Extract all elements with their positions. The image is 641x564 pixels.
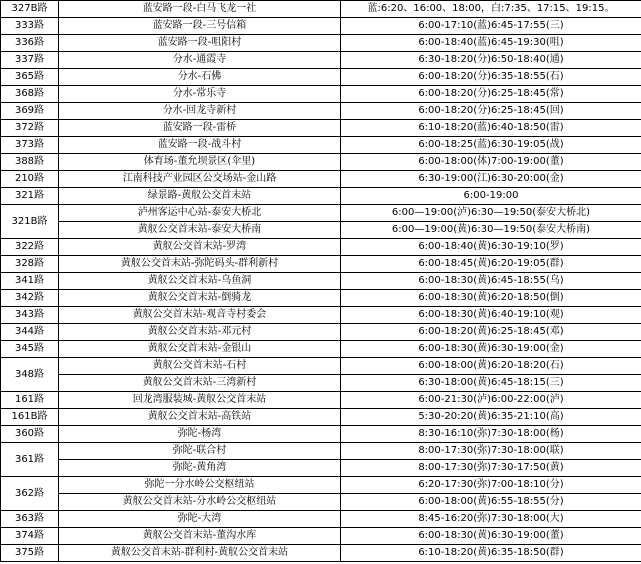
route-number-cell: 348路 — [1, 358, 59, 392]
route-stops-cell: 分水-石佛 — [59, 69, 341, 86]
table-row — [1, 290, 641, 307]
table-row — [1, 545, 641, 562]
route-stops-cell: 黄舣公交首末站-三湾新村 — [59, 375, 341, 392]
operating-hours-cell: 6:00-18:20(分)6:25-18:45(常) — [341, 86, 641, 103]
route-stops-cell: 黄舣公交首末站-群利村-黄舣公交首末站 — [59, 545, 341, 562]
route-stops-cell: 绿景路-黄舣公交首末站 — [59, 188, 341, 205]
table-row — [1, 86, 641, 103]
table-row — [1, 256, 641, 273]
route-stops-cell: 江南科技产业园区公交场站-金山路 — [59, 171, 341, 188]
route-number-cell: 322路 — [1, 239, 59, 256]
route-stops-cell: 蓝安路一段-咀阳村 — [59, 35, 341, 52]
table-row — [1, 52, 641, 69]
operating-hours-cell: 6:00-18:30(黄)6:45-18:55(乌) — [341, 273, 641, 290]
route-stops-cell: 分水-常乐寺 — [59, 86, 341, 103]
route-number-cell: 345路 — [1, 341, 59, 358]
route-stops-cell: 黄舣公交首末站-弥陀码头-群利新村 — [59, 256, 341, 273]
operating-hours-cell: 6:30-18:00(黄)6:45-18:15(三) — [341, 375, 641, 392]
route-stops-cell: 黄舣公交首末站-倒骑龙 — [59, 290, 341, 307]
operating-hours-cell: 蓝:6:20、16:00、18:00，白:7:35、17:15、19:15。 — [341, 1, 641, 18]
operating-hours-cell: 6:00-18:00(黄)6:55-18:55(分) — [341, 494, 641, 511]
route-stops-cell: 黄舣公交首末站-董沟水库 — [59, 528, 341, 545]
table-row — [1, 375, 641, 392]
route-stops-cell: 黄舣公交首末站-乌鱼洞 — [59, 273, 341, 290]
operating-hours-cell: 6:00-18:30(黄)6:40-19:10(观) — [341, 307, 641, 324]
operating-hours-cell: 6:00—19:00(黄)6:30—19:50(泰安大桥南) — [341, 222, 641, 239]
operating-hours-cell: 6:00-18:20(黄)6:25-18:45(邓) — [341, 324, 641, 341]
operating-hours-cell: 6:00-18:20(分)6:35-18:55(石) — [341, 69, 641, 86]
table-row — [1, 188, 641, 205]
route-stops-cell: 蓝安路一段-战斗村 — [59, 137, 341, 154]
route-number-cell: 337路 — [1, 52, 59, 69]
route-stops-cell: 黄舣公交首末站-金银山 — [59, 341, 341, 358]
operating-hours-cell: 6:00-18:30(黄)6:20-18:50(倒) — [341, 290, 641, 307]
route-stops-cell: 弥陀-联合村 — [59, 443, 341, 460]
route-stops-cell: 体育场-董允坝景区(伞里) — [59, 154, 341, 171]
table-row — [1, 460, 641, 477]
table-row — [1, 120, 641, 137]
route-number-cell: 374路 — [1, 528, 59, 545]
operating-hours-cell: 6:00-18:25(蓝)6:30-19:05(战) — [341, 137, 641, 154]
bus-schedule-body — [1, 1, 641, 562]
operating-hours-cell: 6:00-18:40(黄)6:30-19:10(罗) — [341, 239, 641, 256]
route-number-cell: 342路 — [1, 290, 59, 307]
table-row — [1, 154, 641, 171]
table-row — [1, 205, 641, 222]
operating-hours-cell: 6:00-18:30(黄)6:30-19:00(董) — [341, 528, 641, 545]
table-row — [1, 273, 641, 290]
operating-hours-cell: 6:00-18:00(黄)6:20-18:20(石) — [341, 358, 641, 375]
route-number-cell: 336路 — [1, 35, 59, 52]
table-row — [1, 477, 641, 494]
route-stops-cell: 黄舣公交首末站-分水岭公交枢纽站 — [59, 494, 341, 511]
operating-hours-cell: 6:00-18:45(黄)6:20-19:05(群) — [341, 256, 641, 273]
operating-hours-cell: 6:00-21:30(泸)6:00-22:00(泸) — [341, 392, 641, 409]
table-row — [1, 324, 641, 341]
table-row — [1, 443, 641, 460]
table-row — [1, 35, 641, 52]
route-number-cell: 369路 — [1, 103, 59, 120]
operating-hours-cell: 6:00—19:00(泸)6:30—19:50(泰安大桥北) — [341, 205, 641, 222]
route-number-cell: 375路 — [1, 545, 59, 562]
operating-hours-cell: 6:00-19:00 — [341, 188, 641, 205]
route-number-cell: 343路 — [1, 307, 59, 324]
operating-hours-cell: 8:00-17:30(弥)7:30-18:00(联) — [341, 443, 641, 460]
table-row — [1, 103, 641, 120]
route-number-cell: 363路 — [1, 511, 59, 528]
operating-hours-cell: 6:00-18:40(蓝)6:45-19:30(咀) — [341, 35, 641, 52]
table-row — [1, 392, 641, 409]
operating-hours-cell: 8:00-17:30(弥)7:30-17:50(黄) — [341, 460, 641, 477]
route-number-cell: 161B路 — [1, 409, 59, 426]
table-row — [1, 409, 641, 426]
route-stops-cell: 弥陀-黄角湾 — [59, 460, 341, 477]
route-number-cell: 210路 — [1, 171, 59, 188]
table-row — [1, 18, 641, 35]
table-row — [1, 1, 641, 18]
table-row — [1, 494, 641, 511]
route-stops-cell: 蓝安路一段-雷桥 — [59, 120, 341, 137]
route-number-cell: 341路 — [1, 273, 59, 290]
route-number-cell: 388路 — [1, 154, 59, 171]
operating-hours-cell: 6:10-18:20(蓝)6:40-18:50(雷) — [341, 120, 641, 137]
route-stops-cell: 回龙湾服装城-黄舣公交首末站 — [59, 392, 341, 409]
route-stops-cell: 蓝安路一段-三号信箱 — [59, 18, 341, 35]
route-number-cell: 360路 — [1, 426, 59, 443]
route-stops-cell: 弥陀-大湾 — [59, 511, 341, 528]
table-row — [1, 69, 641, 86]
operating-hours-cell: 6:20-17:30(弥)7:00-18:10(分) — [341, 477, 641, 494]
table-row — [1, 358, 641, 375]
operating-hours-cell: 6:30-18:20(分)6:50-18:40(通) — [341, 52, 641, 69]
route-stops-cell: 黄舣公交首末站-邓元村 — [59, 324, 341, 341]
route-number-cell: 372路 — [1, 120, 59, 137]
operating-hours-cell: 6:00-18:30(黄)6:30-19:00(金) — [341, 341, 641, 358]
route-stops-cell: 黄舣公交首末站-观音寺村委会 — [59, 307, 341, 324]
table-row — [1, 307, 641, 324]
route-stops-cell: 黄舣公交首末站-罗湾 — [59, 239, 341, 256]
route-number-cell: 344路 — [1, 324, 59, 341]
table-row — [1, 341, 641, 358]
table-row — [1, 528, 641, 545]
operating-hours-cell: 5:30-20:20(黄)6:35-21:10(高) — [341, 409, 641, 426]
route-stops-cell: 分水-回龙寺新村 — [59, 103, 341, 120]
operating-hours-cell: 6:00-17:10(蓝)6:45-17:55(三) — [341, 18, 641, 35]
route-stops-cell: 黄舣公交首末站-高铁站 — [59, 409, 341, 426]
route-stops-cell: 弥陀-杨湾 — [59, 426, 341, 443]
operating-hours-cell: 6:10-18:20(黄)6:35-18:50(群) — [341, 545, 641, 562]
table-row — [1, 239, 641, 256]
route-stops-cell: 泸州客运中心站-泰安大桥北 — [59, 205, 341, 222]
route-stops-cell: 黄舣公交首末站-石村 — [59, 358, 341, 375]
operating-hours-cell: 8:30-16:10(弥)7:30-18:00(杨) — [341, 426, 641, 443]
operating-hours-cell: 6:00-18:20(分)6:25-18:45(回) — [341, 103, 641, 120]
route-number-cell: 327B路 — [1, 1, 59, 18]
table-row — [1, 171, 641, 188]
route-stops-cell: 弥陀一分水岭公交枢纽站 — [59, 477, 341, 494]
route-number-cell: 321B路 — [1, 205, 59, 239]
table-row — [1, 137, 641, 154]
route-number-cell: 161路 — [1, 392, 59, 409]
route-number-cell: 328路 — [1, 256, 59, 273]
route-stops-cell: 分水-通霞寺 — [59, 52, 341, 69]
route-stops-cell: 黄舣公交首末站-泰安大桥南 — [59, 222, 341, 239]
route-stops-cell: 蓝安路一段-白马飞龙一社 — [59, 1, 341, 18]
route-number-cell: 365路 — [1, 69, 59, 86]
table-row — [1, 511, 641, 528]
operating-hours-cell: 6:30-19:00(江)6:30-20:00(金) — [341, 171, 641, 188]
operating-hours-cell: 6:00-18:00(体)7:00-19:00(董) — [341, 154, 641, 171]
route-number-cell: 373路 — [1, 137, 59, 154]
route-number-cell: 368路 — [1, 86, 59, 103]
operating-hours-cell: 8:45-16:20(弥)7:30-18:00(大) — [341, 511, 641, 528]
table-row — [1, 426, 641, 443]
route-number-cell: 321路 — [1, 188, 59, 205]
route-number-cell: 361路 — [1, 443, 59, 477]
route-number-cell: 333路 — [1, 18, 59, 35]
route-number-cell: 362路 — [1, 477, 59, 511]
table-row — [1, 222, 641, 239]
